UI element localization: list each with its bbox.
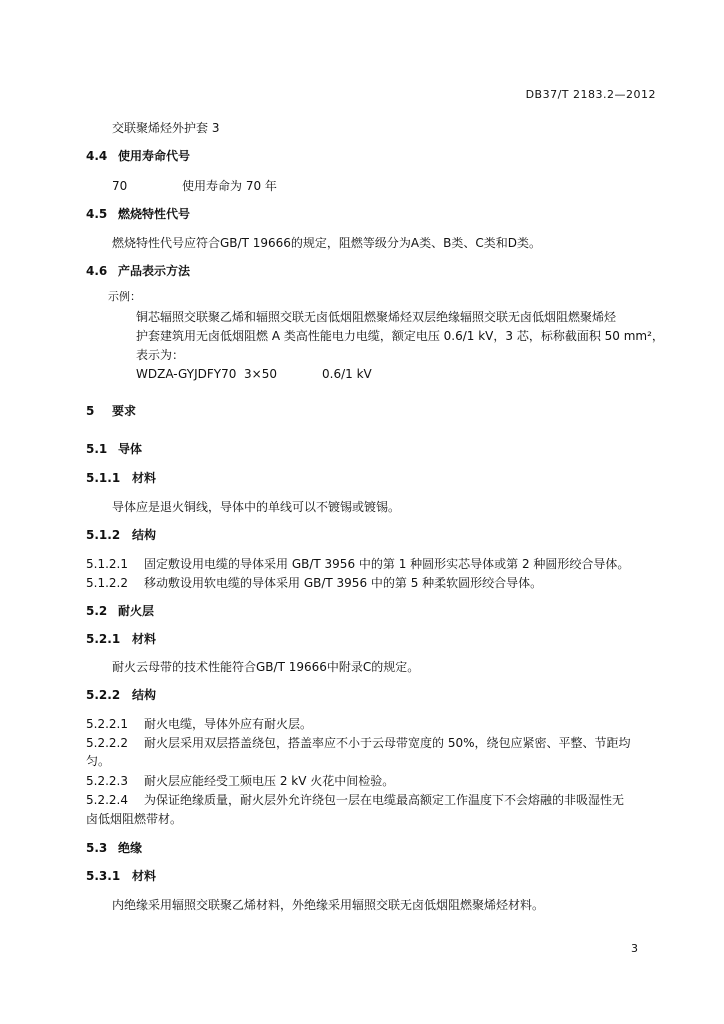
clause-number: 5.2.2.4 [86,793,128,807]
heading-title: 结构 [132,688,157,702]
clause-number: 5.1.2.2 [86,576,128,590]
heading-4-5 [86,206,190,222]
example-code-model: WDZA-GYJDFY70 [136,367,237,381]
heading-number: 5.1 [86,442,108,456]
clause-5-2-2-2 [86,735,631,751]
page-number: 3 [631,942,638,955]
clause-number: 5.2.2.3 [86,774,128,788]
life-description: 使用寿命为 70 年 [182,179,277,193]
clause-text: 固定敷设用电缆的导体采用 GB/T 3956 中的第 1 种圆形实芯导体或第 2 种圆形绞合导体。 [144,557,630,571]
heading-title: 耐火层 [118,604,155,618]
heading-5-2-1 [86,631,156,647]
heading-5-1-2 [86,527,156,543]
heading-number: 5.1.1 [86,471,121,485]
clause-text: 耐火层应能经受工频电压 2 kV 火花中间检验。 [144,774,395,788]
paragraph-fire-material: 耐火云母带的技术性能符合GB/T 19666中附录C的规定。 [112,660,420,674]
life-code: 70 [112,179,128,193]
heading-number: 5.2.1 [86,632,121,646]
heading-number: 5.1.2 [86,528,121,542]
clause-5-1-2-1 [86,556,629,572]
example-code-voltage: 0.6/1 kV [322,367,372,381]
example-line-1: 铜芯辐照交联聚乙烯和辐照交联无卤低烟阻燃聚烯烃双层绝缘辐照交联无卤低烟阻燃聚烯烃 [136,310,617,324]
heading-number: 5.2 [86,604,108,618]
paragraph-insulation-material: 内绝缘采用辐照交联聚乙烯材料，外绝缘采用辐照交联无卤低烟阻燃聚烯烃材料。 [112,898,545,912]
heading-title: 材料 [132,471,157,485]
heading-number: 5.2.2 [86,688,121,702]
heading-number: 5.3.1 [86,869,121,883]
clause-5-2-2-4-continuation: 卤低烟阻燃带材。 [86,812,183,826]
clause-text: 为保证绝缘质量，耐火层外允许绕包一层在电缆最高额定工作温度下不会熔融的非吸湿性无 [144,793,625,807]
clause-number: 5.1.2.1 [86,557,128,571]
heading-5-3 [86,840,142,856]
heading-title: 燃烧特性代号 [118,207,191,221]
paragraph-continuation: 交联聚烯烃外护套 3 [112,121,220,135]
heading-5-1-1 [86,470,156,486]
heading-5 [86,403,136,419]
heading-title: 材料 [132,869,157,883]
heading-title: 产品表示方法 [118,264,191,278]
example-line-3: 表示为： [136,348,185,362]
heading-number: 4.4 [86,149,108,163]
heading-title: 导体 [118,442,143,456]
example-code [136,366,372,382]
heading-number: 4.5 [86,207,108,221]
example-label: 示例： [108,290,141,303]
heading-title: 材料 [132,632,157,646]
heading-title: 绝缘 [118,841,143,855]
heading-title: 使用寿命代号 [118,149,191,163]
clause-text: 耐火电缆，导体外应有耐火层。 [144,717,313,731]
paragraph-burn-code: 燃烧特性代号应符合GB/T 19666的规定，阻燃等级分为A类、B类、C类和D类。 [112,236,541,250]
header-standard-code: DB37/T 2183.2—2012 [525,88,656,101]
clause-number: 5.2.2.2 [86,736,128,750]
example-code-spec: 3×50 [244,367,277,381]
heading-number: 4.6 [86,264,108,278]
example-line-2: 护套建筑用无卤低烟阻燃 A 类高性能电力电缆，额定电压 0.6/1 kV，3 芯，标称截面积 50 mm²， [136,329,664,343]
heading-title: 要求 [112,404,137,418]
clause-5-2-2-1 [86,716,312,732]
heading-4-6 [86,263,190,279]
clause-5-1-2-2 [86,575,542,591]
heading-number: 5.3 [86,841,108,855]
paragraph-conductor-material: 导体应是退火铜线，导体中的单线可以不镀锡或镀锡。 [112,500,401,514]
heading-5-2-2 [86,687,156,703]
heading-5-3-1 [86,868,156,884]
clause-text: 耐火层采用双层搭盖绕包，搭盖率应不小于云母带宽度的 50%，绕包应紧密、平整、节距均 [144,736,631,750]
clause-5-2-2-3 [86,773,394,789]
heading-number: 5 [86,404,95,418]
heading-4-4 [86,148,190,164]
heading-5-2 [86,603,154,619]
clause-text: 移动敷设用软电缆的导体采用 GB/T 3956 中的第 5 种柔软圆形绞合导体。 [144,576,543,590]
clause-5-2-2-2-continuation: 匀。 [86,754,111,768]
heading-5-1 [86,441,142,457]
heading-title: 结构 [132,528,157,542]
clause-5-2-2-4 [86,792,624,808]
clause-number: 5.2.2.1 [86,717,128,731]
